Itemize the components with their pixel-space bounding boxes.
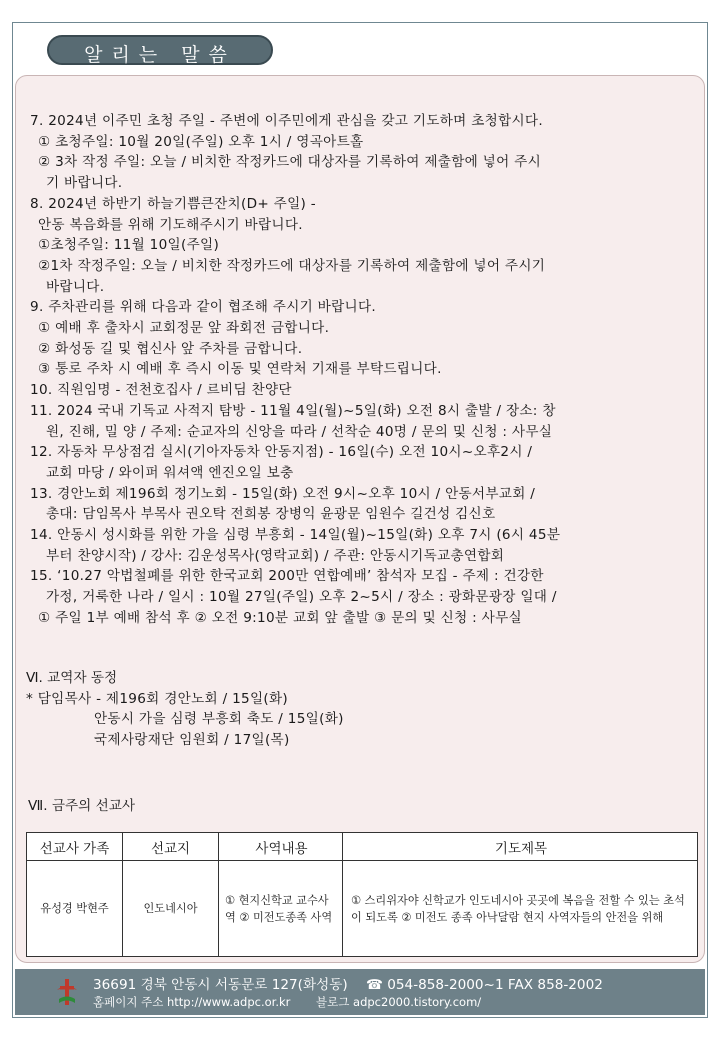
notice-line: 기 바랍니다. xyxy=(46,175,123,192)
column-header-prayer: 기도제목 xyxy=(343,833,698,861)
missionary-field-cell: 인도네시아 xyxy=(123,861,219,957)
notice-line: ② 화성동 길 및 협신사 앞 주차를 금합니다. xyxy=(38,340,303,357)
missionary-prayer-cell: ① 스리위자야 신학교가 인도네시아 곳곳에 복음을 전할 수 있는 초석이 되도록 ② 미전도 종족 아낙달람 현지 사역자들의 안전을 위해 xyxy=(343,861,698,957)
church-footer xyxy=(15,969,705,1015)
notice-line: ①초청주일: 11월 10일(주일) xyxy=(38,237,220,254)
notice-line: ① 예배 후 출차시 교회정문 앞 좌회전 금합니다. xyxy=(38,320,330,337)
homepage-link[interactable]: 홈페이지 주소 http://www.adpc.or.kr xyxy=(93,995,291,1009)
missionary-ministry-cell: ① 현지신학교 교수사역 ② 미전도종족 사역 xyxy=(219,861,343,957)
notice-line: ③ 통로 주차 시 예배 후 즉시 이동 및 연락처 기재를 부탁드립니다. xyxy=(38,361,442,378)
notice-line: 부터 찬양시작) / 강사: 김운성목사(영락교회) / 주관: 안동시기독교총연합회 xyxy=(46,547,505,564)
notice-line: 12. 자동차 무상점검 실시(기아자동차 안동지점) - 16일(수) 오전 10시~오후2시 / xyxy=(30,444,533,461)
missionary-family-cell: 유성경 박현주 xyxy=(27,861,123,957)
notice-line: ① 주일 1부 예배 참석 후 ② 오전 9:10분 교회 앞 출발 ③ 문의 및 신청 : 사무실 xyxy=(38,609,522,626)
notice-line: 교회 마당 / 와이퍼 워셔액 엔진오일 보충 xyxy=(46,464,294,481)
notice-line: 13. 경안노회 제196회 정기노회 - 15일(화) 오전 9시~오후 10시 / 안동서부교회 / xyxy=(30,485,536,502)
notice-line: ① 초청주일: 10월 20일(주일) 오후 1시 / 영곡아트홀 xyxy=(38,133,364,150)
church-phone: ☎ 054-858-2000~1 FAX 858-2002 xyxy=(366,977,603,993)
table-header-row xyxy=(27,833,698,861)
notice-line: 7. 2024년 이주민 초청 주일 - 주변에 이주민에게 관심을 갖고 기도하며 초청합시다. xyxy=(30,113,543,129)
minister-news-line: 안동시 가을 심령 부흥회 축도 / 15일(화) xyxy=(94,711,344,727)
notice-line: 15. ‘10.27 악법철폐를 위한 한국교회 200만 연합예배’ 참석자 모집 - 주제 : 건강한 xyxy=(30,568,544,585)
notice-line: 바랍니다. xyxy=(46,278,105,295)
table-row xyxy=(27,861,698,957)
ministers-lines xyxy=(26,689,344,751)
notice-panel xyxy=(15,75,705,963)
notice-line: 총대: 담임목사 부목사 권오탁 전희봉 장병익 윤광문 임원수 길건성 김신호 xyxy=(46,506,496,523)
notice-line: 가정, 거룩한 나라 / 일시 : 10월 27일(주일) 오후 2~5시 / 장소 : 광화문광장 일대 / xyxy=(46,589,557,606)
notice-line: ②1차 작정주일: 오늘 / 비치한 작정카드에 대상자를 기록하여 제출함에 넣어 주시기 xyxy=(38,257,546,274)
section-title-badge xyxy=(47,35,273,65)
notice-line: 10. 직원임명 - 전천호집사 / 르비딤 찬양단 xyxy=(30,382,292,399)
notice-list xyxy=(30,111,694,629)
ministers-news xyxy=(26,668,344,750)
notice-line: 14. 안동시 성시화를 위한 가을 심령 부흥회 - 14일(월)~15일(화) 오후 7시 (6시 45분 xyxy=(30,527,561,544)
section-title: 알리는 말씀 xyxy=(84,44,236,66)
notice-line: 8. 2024년 하반기 하늘기쁨큰잔치(D+ 주일) - xyxy=(30,195,316,212)
church-cross-logo-icon xyxy=(55,977,79,1007)
minister-news-line: 국제사랑재단 임원회 / 17일(목) xyxy=(94,731,290,748)
footer-web-line xyxy=(93,994,481,1010)
column-header-ministry: 사역내용 xyxy=(219,833,343,861)
ministers-heading: Ⅵ. 교역자 동정 xyxy=(26,670,118,686)
footer-contact-line xyxy=(93,973,603,993)
missionary-heading: Ⅶ. 금주의 선교사 xyxy=(28,798,135,814)
missionary-table xyxy=(26,832,698,957)
bulletin-page xyxy=(12,22,708,1018)
notice-line: 11. 2024 국내 기독교 사적지 탐방 - 11월 4일(월)~5일(화) 오전 8시 출발 / 장소: 창 xyxy=(30,402,556,419)
blog-link[interactable]: 블로그 adpc2000.tistory.com/ xyxy=(316,995,482,1009)
notice-line: 9. 주차관리를 위해 다음과 같이 협조해 주시기 바랍니다. xyxy=(30,299,377,316)
notice-line: 안동 복음화를 위해 기도해주시기 바랍니다. xyxy=(38,216,303,233)
church-address: 36691 경북 안동시 서동문로 127(화성동) xyxy=(93,977,348,993)
minister-news-line: * 담임목사 - 제196회 경안노회 / 15일(화) xyxy=(26,690,289,707)
column-header-field: 선교지 xyxy=(123,833,219,861)
notice-line: ② 3차 작정 주일: 오늘 / 비치한 작정카드에 대상자를 기록하여 제출함에 넣어 주시 xyxy=(38,154,542,171)
column-header-family: 선교사 가족 xyxy=(27,833,123,861)
notice-line: 원, 진해, 밀 양 / 주제: 순교자의 신앙을 따라 / 선착순 40명 / 문의 및 신청 : 사무실 xyxy=(46,423,553,440)
